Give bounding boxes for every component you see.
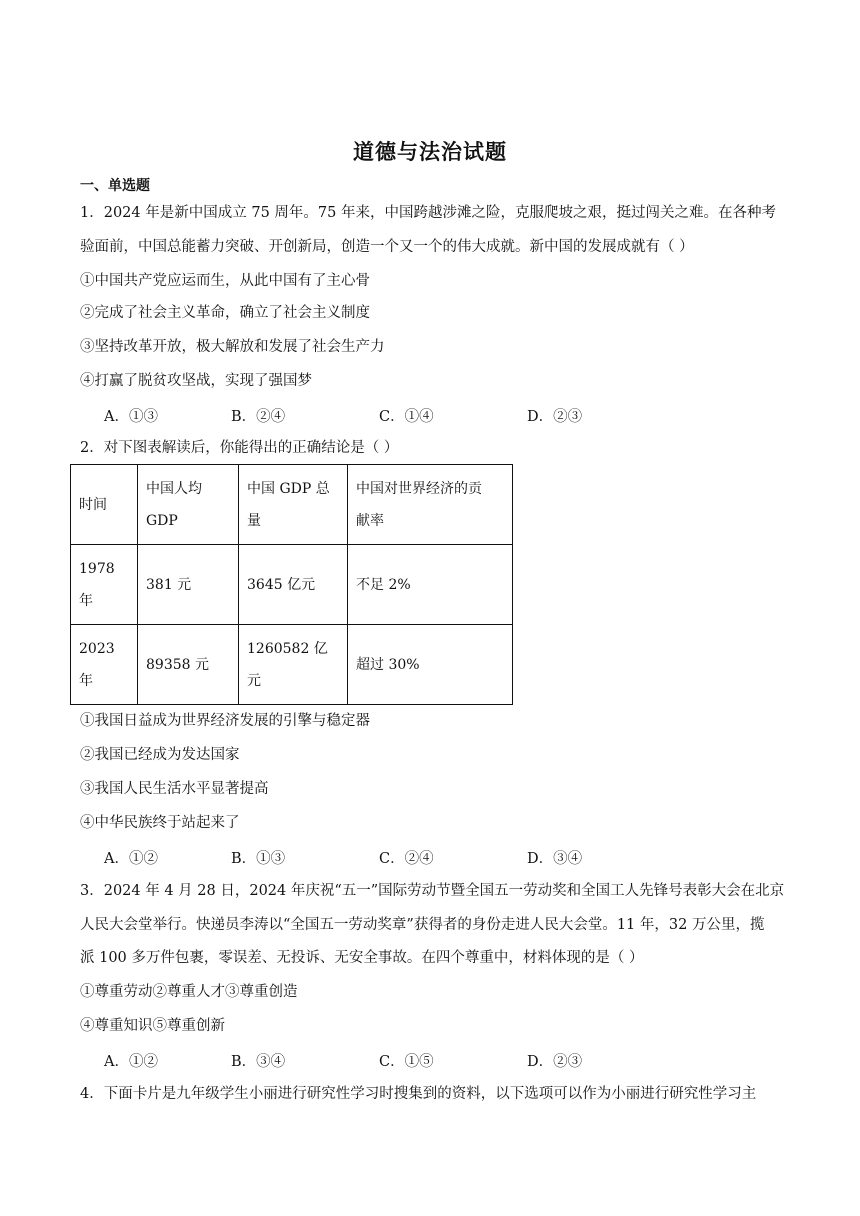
table-cell <box>348 625 513 705</box>
q2-stem: 2．对下图表解读后，你能得出的正确结论是（ ） <box>80 440 399 456</box>
q3-option-d[interactable]: D．②③ <box>527 1054 583 1070</box>
cell-contribution: 不足 2% <box>356 576 411 593</box>
cell-year: 1978 年 <box>79 560 115 609</box>
header-time: 时间 <box>79 496 107 513</box>
cell-gdp-per-capita: 381 元 <box>146 576 192 593</box>
q2-statement-4: ④中华民族终于站起来了 <box>80 815 240 831</box>
cell-year: 2023 年 <box>79 640 115 689</box>
q2-option-c[interactable]: C．②④ <box>379 851 434 867</box>
table-cell <box>239 625 348 705</box>
q4-stem-line-1: 4．下面卡片是九年级学生小丽进行研究性学习时搜集到的资料，以下选项可以作为小丽进行研究性学习主 <box>80 1086 757 1102</box>
q3-stem-line-1: 3．2024 年 4 月 28 日，2024 年庆祝“五一”国际劳动节暨全国五一劳动奖和全国工人先锋号表彰大会在北京 <box>80 883 785 899</box>
q3-statement-1: ①尊重劳动②尊重人才③尊重创造 <box>80 984 298 1000</box>
q2-option-d[interactable]: D．③④ <box>527 851 583 867</box>
q3-option-a[interactable]: A．①② <box>104 1054 158 1070</box>
header-contribution: 中国对世界经济的贡 献率 <box>356 480 482 529</box>
q2-statement-3: ③我国人民生活水平显著提高 <box>80 781 269 797</box>
table-cell <box>348 545 513 625</box>
table-row <box>71 545 513 625</box>
cell-gdp-per-capita: 89358 元 <box>146 656 209 673</box>
header-gdp-total: 中国 GDP 总 量 <box>247 480 330 529</box>
q3-options <box>104 1050 724 1070</box>
cell-gdp-total: 3645 亿元 <box>247 576 316 593</box>
q3-statement-2: ④尊重知识⑤尊重创新 <box>80 1018 225 1034</box>
header-gdp-per-capita: 中国人均 GDP <box>146 480 202 529</box>
q1-option-d[interactable]: D．②③ <box>527 409 583 425</box>
q1-statement-3: ③坚持改革开放，极大解放和发展了社会生产力 <box>80 339 385 355</box>
q1-statement-2: ②完成了社会主义革命，确立了社会主义制度 <box>80 305 370 321</box>
q1-option-b[interactable]: B．②④ <box>231 409 286 425</box>
q1-options <box>104 405 724 425</box>
table-cell <box>71 625 138 705</box>
section-heading: 一、单选题 <box>80 178 150 194</box>
q2-options <box>104 847 724 867</box>
page-title: 道德与法治试题 <box>353 139 507 164</box>
table-cell <box>239 545 348 625</box>
table-header-cell <box>71 465 138 545</box>
table-cell <box>138 625 239 705</box>
table-header-cell <box>138 465 239 545</box>
q1-option-c[interactable]: C．①④ <box>379 409 434 425</box>
gdp-table <box>70 464 513 705</box>
q3-stem-line-3: 派 100 多万件包裹，零误差、无投诉、无安全事故。在四个尊重中，材料体现的是（ ） <box>80 950 644 966</box>
table-cell <box>138 545 239 625</box>
q3-option-b[interactable]: B．③④ <box>231 1054 286 1070</box>
table-cell <box>71 545 138 625</box>
table-row <box>71 625 513 705</box>
q2-statement-2: ②我国已经成为发达国家 <box>80 747 240 763</box>
cell-gdp-total: 1260582 亿元 <box>247 640 328 689</box>
cell-contribution: 超过 30% <box>356 656 420 673</box>
table-header-cell <box>348 465 513 545</box>
q2-statement-1: ①我国日益成为世界经济发展的引擎与稳定器 <box>80 713 370 729</box>
q1-option-a[interactable]: A．①③ <box>104 409 158 425</box>
q2-option-a[interactable]: A．①② <box>104 851 158 867</box>
q1-statement-1: ①中国共产党应运而生，从此中国有了主心骨 <box>80 273 370 289</box>
q1-statement-4: ④打赢了脱贫攻坚战，实现了强国梦 <box>80 373 312 389</box>
q3-option-c[interactable]: C．①⑤ <box>379 1054 434 1070</box>
table-header-cell <box>239 465 348 545</box>
q3-stem-line-2: 人民大会堂举行。快递员李涛以“全国五一劳动奖章”获得者的身份走进人民大会堂。11 年，32 万公里，揽 <box>80 917 765 933</box>
q2-option-b[interactable]: B．①③ <box>231 851 286 867</box>
q1-stem-line-2: 验面前，中国总能蓄力突破、开创新局，创造一个又一个的伟大成就。新中国的发展成就有（ ） <box>80 239 694 255</box>
table-header-row <box>71 465 513 545</box>
q1-stem-line-1: 1．2024 年是新中国成立 75 周年。75 年来，中国跨越涉滩之险，克服爬坡之艰，挺过闯关之难。在各种考 <box>80 205 776 221</box>
